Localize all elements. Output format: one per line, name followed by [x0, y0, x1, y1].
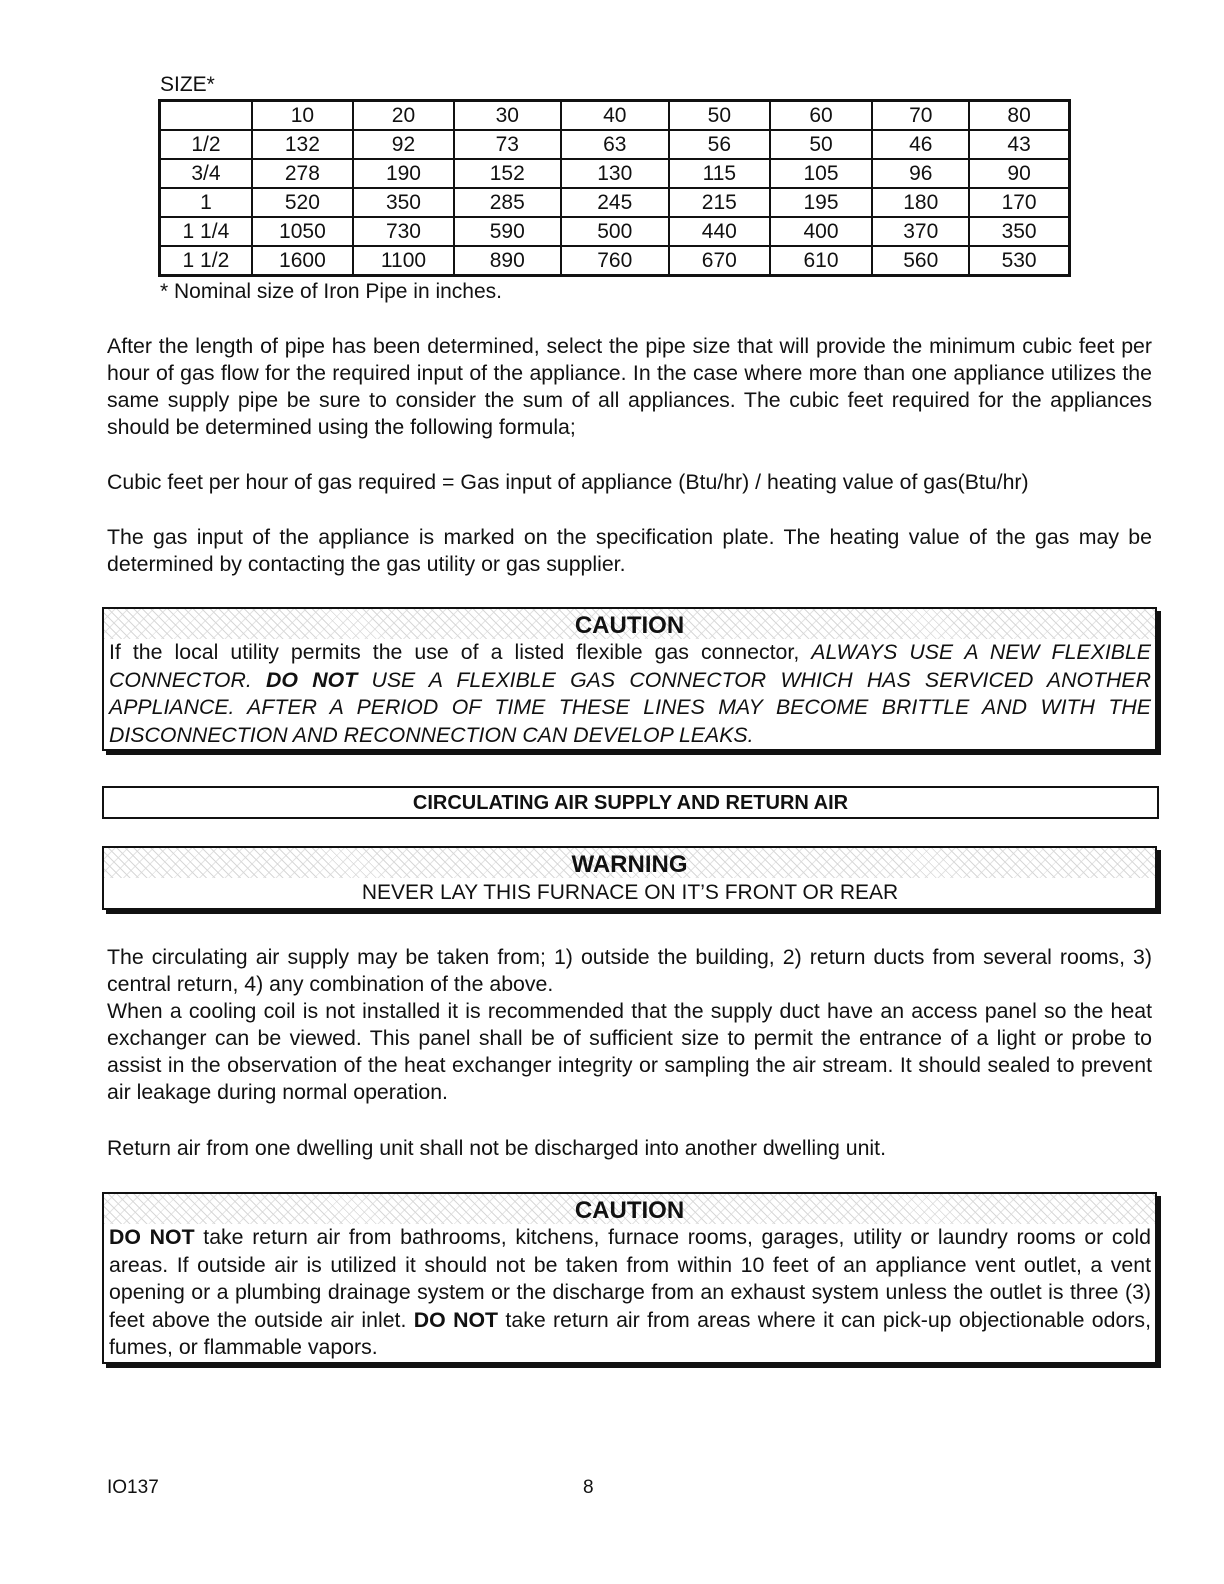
formula-paragraph: [107, 469, 1152, 496]
table-cell: 180: [872, 188, 969, 217]
table-cell: 170: [969, 188, 1069, 217]
table-row-header: 1 1/2: [160, 246, 252, 276]
table-cell: 43: [969, 130, 1069, 159]
table-cell: 400: [770, 217, 873, 246]
table-cell: 730: [353, 217, 454, 246]
table-cell: 92: [353, 130, 454, 159]
caution-title: CAUTION: [104, 1194, 1155, 1224]
table-cell: 1050: [252, 217, 353, 246]
table-cell: 610: [770, 246, 873, 276]
table-cell: 285: [454, 188, 561, 217]
table-row-header: 3/4: [160, 159, 252, 188]
table-cell: 670: [669, 246, 770, 276]
pipe-capacity-table: [158, 99, 1071, 277]
caution-text-emphasis: ALWAYS USE A NEW FLEXIBLE CONNECTOR.: [109, 640, 1151, 692]
document-id: IO137: [107, 1477, 159, 1498]
table-cell: 195: [770, 188, 873, 217]
table-cell: 130: [561, 159, 669, 188]
table-cell: 215: [669, 188, 770, 217]
table-cell: 152: [454, 159, 561, 188]
caution-text: take return air from areas where it can pick-up objectionable odors, fumes, or flammable vapors.: [109, 1307, 1151, 1359]
warning-box: [102, 846, 1157, 910]
table-cell: 1100: [353, 246, 454, 276]
gas-input-paragraph: [107, 524, 1152, 578]
table-cell: 440: [669, 217, 770, 246]
table-row: [160, 217, 1070, 246]
table-cell: 190: [353, 159, 454, 188]
table-cell: 90: [969, 159, 1069, 188]
warning-text: NEVER LAY THIS FURNACE ON IT’S FRONT OR REAR: [104, 878, 1155, 908]
table-cell: 96: [872, 159, 969, 188]
paragraph-text: Return air from one dwelling unit shall not be discharged into another dwelling unit.: [107, 1136, 886, 1160]
table-row: [160, 246, 1070, 276]
table-cell: 760: [561, 246, 669, 276]
paragraph-text: The gas input of the appliance is marked on the specification plate. The heating value of the gas may be determined by contacting the gas utility or gas supplier.: [107, 525, 1152, 576]
table-cell: 40: [561, 101, 669, 131]
table-cell: 370: [872, 217, 969, 246]
table-cell: 245: [561, 188, 669, 217]
caution-text: take return air from bathrooms, kitchens, furnace rooms, garages, utility or laundry rooms or cold areas. If outside air is utilized it should not be taken from within 10 feet of an appliance vent outlet, a vent opening or a plumbing drainage system or the discharge from an exhaust system unless the outlet is three (3) feet above the outside air inlet.: [109, 1225, 1151, 1332]
caution-body: [104, 1224, 1155, 1362]
table-row: [160, 159, 1070, 188]
caution-box-return-air: [102, 1192, 1157, 1364]
table-cell: 20: [353, 101, 454, 131]
table-cell: 278: [252, 159, 353, 188]
section-heading: CIRCULATING AIR SUPPLY AND RETURN AIR: [102, 786, 1159, 819]
caution-do-not: DO NOT: [413, 1307, 499, 1332]
table-cell: 60: [770, 101, 873, 131]
table-footnote: * Nominal size of Iron Pipe in inches.: [160, 280, 502, 303]
table-cell: 73: [454, 130, 561, 159]
paragraph-text: When a cooling coil is not installed it is recommended that the supply duct have an access panel so the heat exchanger can be viewed. This panel shall be of sufficient size to permit the entrance of a light or probe to assist in the observation of the heat exchanger integrity or sampling the air stream. It should sealed to prevent air leakage during normal operation.: [107, 999, 1152, 1104]
table-cell: 1600: [252, 246, 353, 276]
caution-title: CAUTION: [104, 609, 1155, 639]
table-cell: 500: [561, 217, 669, 246]
table-cell: 890: [454, 246, 561, 276]
caution-body: [104, 639, 1155, 749]
table-row-header: 1: [160, 188, 252, 217]
table-cell: 590: [454, 217, 561, 246]
table-cell: 56: [669, 130, 770, 159]
caution-do-not: DO NOT: [266, 667, 358, 692]
paragraph-text: The circulating air supply may be taken from; 1) outside the building, 2) return ducts from several rooms, 3) central return, 4) any combination of the above.: [107, 945, 1152, 996]
caution-do-not: DO NOT: [109, 1225, 195, 1249]
table-cell: 105: [770, 159, 873, 188]
table-cell: 46: [872, 130, 969, 159]
paragraph-text: Cubic feet per hour of gas required = Gas input of appliance (Btu/hr) / heating value of gas(Btu/hr): [107, 470, 1029, 494]
table-row-header: [160, 101, 252, 131]
page-number: 8: [583, 1477, 594, 1498]
table-row: [160, 130, 1070, 159]
table-cell: 70: [872, 101, 969, 131]
caution-box-flexible-connector: [102, 607, 1157, 751]
table-cell: 30: [454, 101, 561, 131]
return-air-paragraph: [107, 1135, 1152, 1162]
table-cell: 10: [252, 101, 353, 131]
table-cell: 50: [669, 101, 770, 131]
caution-text-emphasis: USE A FLEXIBLE GAS CONNECTOR WHICH HAS SERVICED ANOTHER APPLIANCE. AFTER A PERIOD OF TIME THESE LINES MAY BECOME BRITTLE AND WITH THE DISCONNECTION AND RECONNECTION CAN DEVELOP LEAKS.: [109, 667, 1151, 747]
table-cell: 115: [669, 159, 770, 188]
table-cell: 350: [353, 188, 454, 217]
caution-text: If the local utility permits the use of a listed flexible gas connector,: [109, 640, 812, 664]
table-cell: 350: [969, 217, 1069, 246]
table-row: [160, 188, 1070, 217]
paragraph-text: After the length of pipe has been determined, select the pipe size that will provide the minimum cubic feet per hour of gas flow for the required input of the appliance. In the case where more than one appliance utilizes the same supply pipe be sure to consider the sum of all appliances. The cubic feet required for the appliances should be determined using the following formula;: [107, 334, 1152, 439]
table-row-header: 1/2: [160, 130, 252, 159]
table-cell: 132: [252, 130, 353, 159]
table-row-header: 1 1/4: [160, 217, 252, 246]
table-cell: 560: [872, 246, 969, 276]
table-size-label: SIZE*: [160, 73, 215, 96]
table-cell: 520: [252, 188, 353, 217]
warning-title: WARNING: [104, 848, 1155, 878]
table-cell: 63: [561, 130, 669, 159]
table-header-row: [160, 101, 1070, 131]
table-cell: 50: [770, 130, 873, 159]
pipe-size-paragraph: [107, 333, 1152, 441]
table-cell: 80: [969, 101, 1069, 131]
table-cell: 530: [969, 246, 1069, 276]
circulating-air-paragraph: [107, 944, 1152, 1106]
